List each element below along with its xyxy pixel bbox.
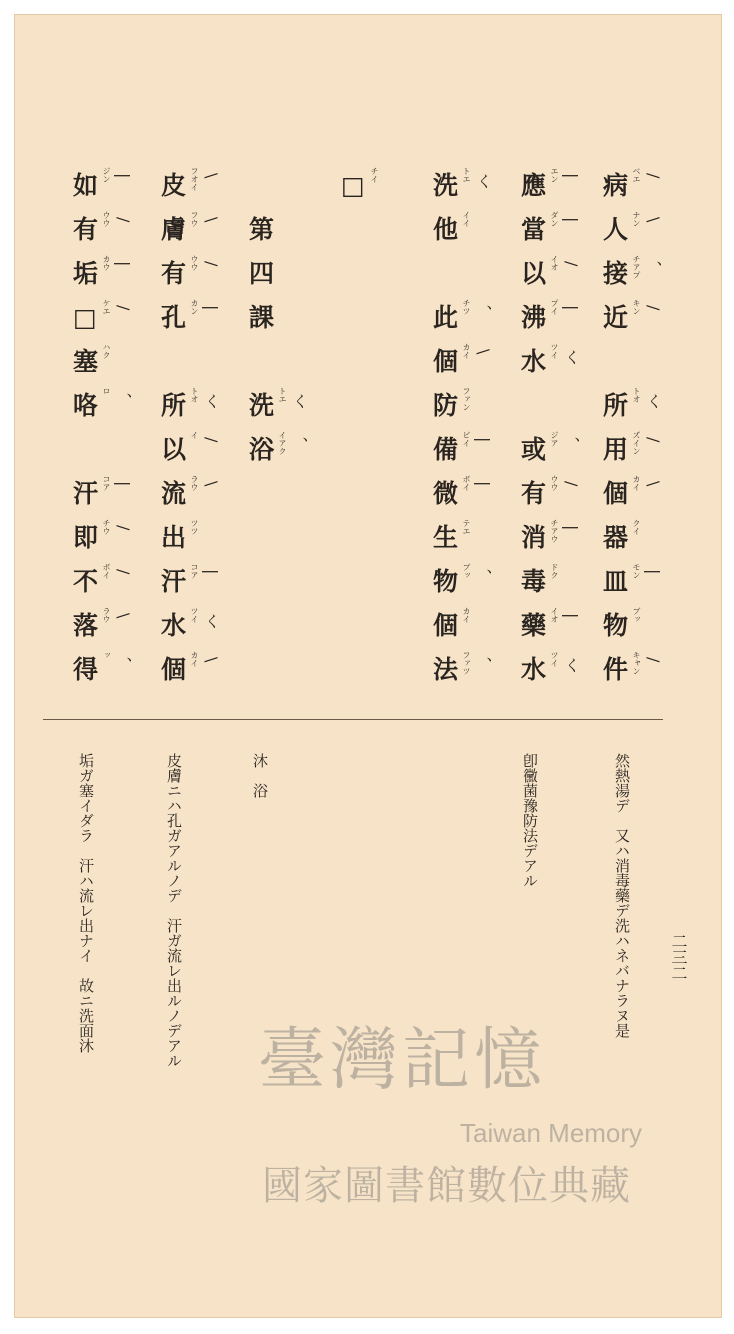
tone-mark: く bbox=[562, 657, 581, 673]
character-cell bbox=[157, 165, 221, 209]
ruby-reading: ハク bbox=[102, 343, 111, 359]
character-cell bbox=[429, 297, 493, 341]
ruby-reading: モン bbox=[632, 563, 641, 579]
kanji-character: 藥 bbox=[521, 611, 547, 640]
kanji-character: 皿 bbox=[603, 567, 629, 596]
watermark-subtitle: Taiwan Memory bbox=[460, 1118, 643, 1148]
character-cell bbox=[245, 209, 301, 253]
kanji-character: 備 bbox=[433, 435, 459, 464]
character-cell bbox=[245, 385, 309, 429]
ruby-reading: ッ bbox=[102, 651, 111, 659]
character-cell bbox=[69, 649, 133, 693]
kanji-character: 他 bbox=[433, 215, 459, 244]
character-cell bbox=[69, 473, 133, 517]
character-cell bbox=[69, 561, 133, 605]
tone-mark: | bbox=[114, 261, 133, 267]
kanji-character: 垢 bbox=[73, 259, 99, 288]
character-cell bbox=[69, 385, 133, 429]
character-cell bbox=[599, 165, 663, 209]
page-number: 二三二 bbox=[669, 933, 688, 981]
ruby-reading: ラウ bbox=[102, 607, 111, 623]
kanji-character: 個 bbox=[603, 479, 629, 508]
tone-mark: / bbox=[644, 437, 663, 443]
tone-mark: 、 bbox=[290, 437, 309, 453]
kanji-character: 得 bbox=[73, 655, 99, 684]
ruby-reading: ジン bbox=[102, 167, 111, 183]
ruby-reading: チツ bbox=[462, 299, 471, 315]
kanji-character: □ bbox=[341, 171, 365, 200]
ruby-reading: コア bbox=[190, 563, 199, 579]
tone-mark: / bbox=[562, 261, 581, 267]
ruby-reading: カン bbox=[190, 299, 199, 315]
character-cell bbox=[69, 517, 133, 561]
character-cell bbox=[517, 473, 581, 517]
kanji-character: 有 bbox=[161, 259, 187, 288]
tone-mark: / bbox=[562, 481, 581, 487]
tone-mark: 、 bbox=[644, 261, 663, 277]
kanji-character: 防 bbox=[433, 391, 459, 420]
character-cell bbox=[157, 341, 213, 385]
kanji-character: 咯 bbox=[73, 391, 99, 420]
character-cell bbox=[157, 517, 213, 561]
character-cell bbox=[429, 165, 493, 209]
ruby-reading: ケエ bbox=[102, 299, 111, 315]
character-cell bbox=[517, 209, 581, 253]
ruby-reading: ダン bbox=[550, 211, 559, 227]
character-cell bbox=[429, 473, 493, 517]
kanji-character: 落 bbox=[73, 611, 99, 640]
ruby-reading: キャン bbox=[632, 651, 641, 675]
character-cell bbox=[157, 429, 221, 473]
kanji-character: 即 bbox=[73, 523, 99, 552]
kanji-character: 流 bbox=[161, 479, 187, 508]
kanji-character: 膚 bbox=[161, 215, 187, 244]
character-cell bbox=[517, 517, 581, 561]
tone-mark: | bbox=[202, 569, 221, 575]
ruby-reading: ファン bbox=[462, 387, 471, 411]
tone-mark: | bbox=[644, 569, 663, 575]
tone-mark: | bbox=[202, 305, 221, 311]
ruby-reading: ズイン bbox=[632, 431, 641, 455]
ruby-reading: ジア bbox=[550, 431, 559, 447]
tone-mark: / bbox=[644, 305, 663, 311]
kanji-character: 水 bbox=[521, 347, 547, 376]
ruby-reading: フオイ bbox=[190, 167, 199, 191]
ruby-reading: ブッ bbox=[462, 563, 471, 579]
character-cell bbox=[517, 341, 581, 385]
ruby-reading: チアウ bbox=[550, 519, 559, 543]
text-column bbox=[69, 165, 133, 693]
kanji-character: 洗 bbox=[433, 171, 459, 200]
kanji-character: 塞 bbox=[73, 347, 99, 376]
divider-line bbox=[43, 719, 663, 720]
translation-line: 皮膚ニハ孔ガアルノデ 汗ガ流レ出ルノデアル bbox=[165, 753, 183, 1068]
ruby-reading: ウウ bbox=[550, 475, 559, 491]
kanji-character: 課 bbox=[249, 303, 275, 332]
kanji-character: 出 bbox=[161, 523, 187, 552]
kanji-character: 有 bbox=[73, 215, 99, 244]
tone-mark: く bbox=[644, 393, 663, 409]
ruby-reading: トオ bbox=[632, 387, 641, 403]
kanji-character: 個 bbox=[161, 655, 187, 684]
tone-mark: | bbox=[114, 173, 133, 179]
character-cell bbox=[517, 253, 581, 297]
tone-mark: | bbox=[562, 173, 581, 179]
text-column bbox=[157, 165, 221, 693]
kanji-character: □ bbox=[73, 303, 97, 332]
ruby-reading: ラウ bbox=[190, 475, 199, 491]
character-cell bbox=[517, 297, 581, 341]
ruby-reading: ドク bbox=[550, 563, 559, 579]
kanji-character: 第 bbox=[249, 215, 275, 244]
character-cell bbox=[599, 605, 655, 649]
tone-mark: / bbox=[644, 657, 663, 663]
character-cell bbox=[429, 561, 493, 605]
kanji-character: 或 bbox=[521, 435, 547, 464]
ruby-reading: カイ bbox=[190, 651, 199, 667]
character-cell bbox=[599, 209, 663, 253]
character-cell bbox=[599, 649, 663, 693]
character-cell bbox=[517, 385, 573, 429]
kanji-character: 所 bbox=[161, 391, 187, 420]
character-cell bbox=[157, 253, 221, 297]
text-column bbox=[429, 165, 493, 693]
ruby-reading: トエ bbox=[278, 387, 287, 403]
ruby-reading: カイ bbox=[462, 607, 471, 623]
ruby-reading: カイ bbox=[462, 343, 471, 359]
kanji-character: 以 bbox=[521, 259, 547, 288]
tone-mark: く bbox=[202, 613, 221, 629]
character-cell bbox=[517, 649, 581, 693]
watermark-title: 臺灣記憶 bbox=[258, 1021, 547, 1100]
character-cell bbox=[337, 165, 393, 209]
kanji-character: 皮 bbox=[161, 171, 187, 200]
ruby-reading: ツイ bbox=[550, 343, 559, 359]
character-cell bbox=[69, 429, 125, 473]
ruby-reading: イオ bbox=[550, 607, 559, 623]
kanji-character: 洗 bbox=[249, 391, 275, 420]
kanji-character: 汗 bbox=[161, 567, 187, 596]
ruby-reading: プイ bbox=[550, 299, 559, 315]
tone-mark: / bbox=[644, 173, 663, 179]
character-cell bbox=[599, 385, 663, 429]
character-cell bbox=[429, 253, 485, 297]
kanji-character: 法 bbox=[433, 655, 459, 684]
tone-mark: \ bbox=[202, 173, 221, 179]
kanji-character: 人 bbox=[603, 215, 629, 244]
character-cell bbox=[517, 429, 581, 473]
translation-line: 沐 浴 bbox=[251, 753, 269, 798]
character-cell bbox=[429, 517, 485, 561]
kanji-character: 以 bbox=[161, 435, 187, 464]
character-cell bbox=[157, 297, 221, 341]
character-cell bbox=[599, 517, 655, 561]
ruby-reading: フウ bbox=[190, 211, 199, 227]
character-cell bbox=[69, 341, 125, 385]
kanji-character: 汗 bbox=[73, 479, 99, 508]
ruby-reading: チウ bbox=[102, 519, 111, 535]
tone-mark: | bbox=[114, 481, 133, 487]
character-cell bbox=[599, 341, 655, 385]
tone-mark: / bbox=[114, 305, 133, 311]
character-cell bbox=[245, 429, 309, 473]
character-cell bbox=[157, 473, 221, 517]
character-cell bbox=[69, 297, 133, 341]
character-cell bbox=[245, 165, 301, 209]
tone-mark: 、 bbox=[474, 305, 493, 321]
ruby-reading: カイ bbox=[632, 475, 641, 491]
tone-mark: \ bbox=[644, 481, 663, 487]
character-cell bbox=[245, 253, 301, 297]
tone-mark: く bbox=[474, 173, 493, 189]
kanji-character: 所 bbox=[603, 391, 629, 420]
character-cell bbox=[429, 429, 493, 473]
tone-mark: | bbox=[562, 525, 581, 531]
character-cell bbox=[69, 209, 133, 253]
ruby-reading: トエ bbox=[462, 167, 471, 183]
tone-mark: | bbox=[474, 437, 493, 443]
kanji-character: 器 bbox=[603, 523, 629, 552]
tone-mark: | bbox=[562, 613, 581, 619]
ruby-reading: クイ bbox=[632, 519, 641, 535]
kanji-character: 四 bbox=[249, 259, 275, 288]
ruby-reading: ツイ bbox=[550, 651, 559, 667]
character-cell bbox=[157, 209, 221, 253]
ruby-reading: ウウ bbox=[102, 211, 111, 227]
kanji-character: 病 bbox=[603, 171, 629, 200]
ruby-reading: チイ bbox=[370, 167, 379, 183]
ruby-reading: イオ bbox=[550, 255, 559, 271]
kanji-character: 如 bbox=[73, 171, 99, 200]
translation-line: 然熱湯デ 又ハ消毒藥デ洗ハネバナラヌ是 bbox=[613, 753, 631, 1038]
tone-mark: \ bbox=[202, 217, 221, 223]
tone-mark: く bbox=[290, 393, 309, 409]
text-column bbox=[245, 165, 309, 473]
tone-mark: | bbox=[562, 305, 581, 311]
tone-mark: | bbox=[474, 481, 493, 487]
kanji-character: 不 bbox=[73, 567, 99, 596]
kanji-character: 個 bbox=[433, 611, 459, 640]
kanji-character: 水 bbox=[521, 655, 547, 684]
ruby-reading: コア bbox=[102, 475, 111, 491]
kanji-character: 物 bbox=[433, 567, 459, 596]
ruby-reading: キン bbox=[632, 299, 641, 315]
ruby-reading: ボイ bbox=[102, 563, 111, 579]
character-cell bbox=[69, 165, 133, 209]
ruby-reading: イアク bbox=[278, 431, 287, 455]
ruby-reading: エン bbox=[550, 167, 559, 183]
tone-mark: \ bbox=[644, 217, 663, 223]
kanji-character: 當 bbox=[521, 215, 547, 244]
ruby-reading: カウ bbox=[102, 255, 111, 271]
tone-mark: / bbox=[114, 525, 133, 531]
kanji-character: 有 bbox=[521, 479, 547, 508]
kanji-character: 孔 bbox=[161, 303, 187, 332]
tone-mark: \ bbox=[202, 657, 221, 663]
ruby-reading: テエ bbox=[462, 519, 471, 535]
kanji-character: 個 bbox=[433, 347, 459, 376]
text-column bbox=[337, 165, 393, 209]
ruby-reading: ファツ bbox=[462, 651, 471, 675]
ruby-reading: ビイ bbox=[462, 431, 471, 447]
ruby-reading: ナン bbox=[632, 211, 641, 227]
kanji-character: 微 bbox=[433, 479, 459, 508]
tone-mark: / bbox=[114, 217, 133, 223]
ruby-reading: チアプ bbox=[632, 255, 641, 279]
ruby-reading: イイ bbox=[462, 211, 471, 227]
character-cell bbox=[599, 561, 663, 605]
character-cell bbox=[157, 605, 221, 649]
text-column bbox=[517, 165, 581, 693]
ruby-reading: ウウ bbox=[190, 255, 199, 271]
kanji-character: 此 bbox=[433, 303, 459, 332]
character-cell bbox=[245, 341, 301, 385]
tone-mark: | bbox=[562, 217, 581, 223]
character-cell bbox=[245, 297, 301, 341]
character-cell bbox=[599, 429, 663, 473]
ruby-reading: ツツ bbox=[190, 519, 199, 535]
kanji-character: 消 bbox=[521, 523, 547, 552]
kanji-character: 物 bbox=[603, 611, 629, 640]
character-cell bbox=[429, 209, 485, 253]
kanji-character: 水 bbox=[161, 611, 187, 640]
ruby-reading: トオ bbox=[190, 387, 199, 403]
tone-mark: 、 bbox=[114, 393, 133, 409]
tone-mark: く bbox=[562, 349, 581, 365]
character-cell bbox=[157, 561, 221, 605]
character-cell bbox=[599, 253, 663, 297]
character-cell bbox=[599, 297, 663, 341]
character-cell bbox=[429, 649, 493, 693]
tone-mark: く bbox=[202, 393, 221, 409]
translation-line: 垢ガ塞イダラ 汗ハ流レ出ナイ 故ニ洗面沐 bbox=[77, 753, 95, 1053]
kanji-character: 接 bbox=[603, 259, 629, 288]
kanji-character: 浴 bbox=[249, 435, 275, 464]
tone-mark: / bbox=[202, 437, 221, 443]
ruby-reading: ベエ bbox=[632, 167, 641, 183]
ruby-reading: ブッ bbox=[632, 607, 641, 623]
character-cell bbox=[517, 561, 573, 605]
kanji-character: 近 bbox=[603, 303, 629, 332]
tone-mark: 、 bbox=[562, 437, 581, 453]
text-column bbox=[599, 165, 663, 693]
character-cell bbox=[69, 253, 133, 297]
tone-mark: \ bbox=[474, 349, 493, 355]
character-cell bbox=[599, 473, 663, 517]
translation-line: 卽黴菌豫防法デアル bbox=[521, 753, 539, 888]
character-cell bbox=[429, 605, 485, 649]
ruby-reading: ボイ bbox=[462, 475, 471, 491]
tone-mark: \ bbox=[202, 481, 221, 487]
kanji-character: 生 bbox=[433, 523, 459, 552]
kanji-character: 應 bbox=[521, 171, 547, 200]
tone-mark: 、 bbox=[474, 569, 493, 585]
character-cell bbox=[517, 605, 581, 649]
character-cell bbox=[429, 385, 485, 429]
watermark-org: 國家圖書館數位典藏 bbox=[262, 1163, 631, 1209]
character-cell bbox=[517, 165, 581, 209]
tone-mark: / bbox=[202, 261, 221, 267]
kanji-character: 件 bbox=[603, 655, 629, 684]
character-cell bbox=[157, 649, 221, 693]
ruby-reading: ツイ bbox=[190, 607, 199, 623]
tone-mark: 、 bbox=[114, 657, 133, 673]
kanji-character: 用 bbox=[603, 435, 629, 464]
tone-mark: \ bbox=[114, 613, 133, 619]
ruby-reading: イ bbox=[190, 431, 199, 439]
character-cell bbox=[157, 385, 221, 429]
tone-mark: / bbox=[114, 569, 133, 575]
kanji-character: 毒 bbox=[521, 567, 547, 596]
character-cell bbox=[429, 341, 493, 385]
tone-mark: 、 bbox=[474, 657, 493, 673]
kanji-character: 沸 bbox=[521, 303, 547, 332]
ruby-reading: ロ bbox=[102, 387, 111, 395]
character-cell bbox=[69, 605, 133, 649]
